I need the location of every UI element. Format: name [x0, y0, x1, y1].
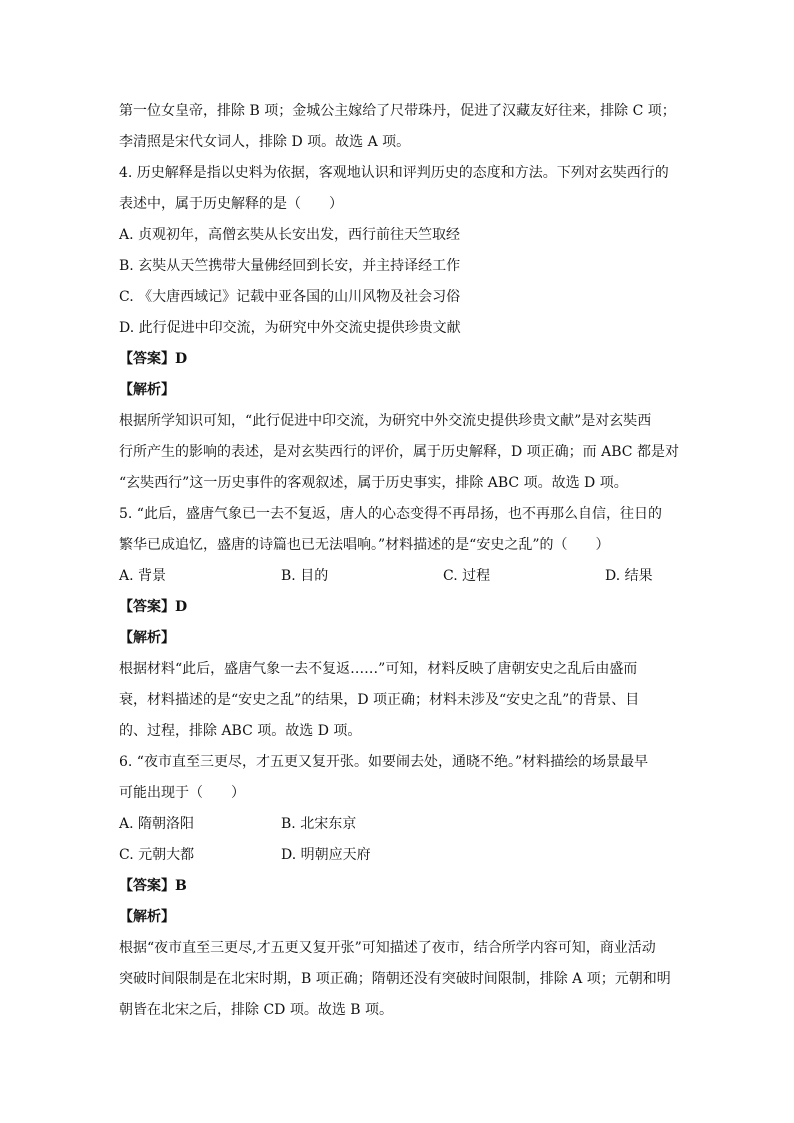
question-5-explanation: 根据材料“此后，盛唐气象一去不复返……”可知，材料反映了唐朝安史之乱后由盛而 — [119, 661, 638, 677]
question-5-option-d: D. 结果 — [605, 568, 653, 584]
text-line: 第一位女皇帝，排除 B 项；金城公主嫁给了尺带珠丹，促进了汉藏友好往来，排除 C 项； — [119, 103, 676, 119]
question-6-explanation: 根据“夜市直至三更尽,才五更又复开张”可知描述了夜市，结合所学内容可知，商业活动 — [119, 940, 656, 956]
question-6-options-row-2 — [119, 840, 679, 871]
question-5-option-c: C. 过程 — [443, 568, 491, 584]
text-line: 李清照是宋代女词人，排除 D 项。故选 A 项。 — [119, 134, 411, 150]
question-4-option-c: C. 《大唐西域记》记载中亚各国的山川风物及社会习俗 — [119, 289, 461, 305]
question-5-explanation: 衰，材料描述的是“安史之乱”的结果，D 项正确；材料未涉及“安史之乱”的背景、目 — [119, 692, 640, 708]
question-4-explanation: 行所产生的影响的表述，是对玄奘西行的评价，属于历史解释，D 项正确；而 ABC 都是对 — [119, 444, 679, 460]
question-6-answer: 【答案】B — [119, 878, 187, 894]
question-4-option-b: B. 玄奘从天竺携带大量佛经回到长安，并主持译经工作 — [119, 258, 461, 274]
question-5-explanation: 的、过程，排除 ABC 项。故选 D 项。 — [119, 723, 362, 739]
question-6-option-a: A. 隋朝洛阳 — [119, 816, 195, 832]
question-6-explanation: 突破时间限制是在北宋时期，B 项正确；隋朝还没有突破时间限制，排除 A 项；元朝和明 — [119, 971, 671, 987]
question-4-stem: 4. 历史解释是指以史料为依据，客观地认识和评判历史的态度和方法。下列对玄奘西行的 — [119, 165, 669, 181]
question-6-explanation: 朝皆在北宋之后，排除 CD 项。故选 B 项。 — [119, 1002, 394, 1018]
question-5-options — [119, 561, 679, 592]
question-6-option-c: C. 元朝大都 — [119, 847, 195, 863]
question-4-explanation: 根据所学知识可知，“此行促进中印交流，为研究中外交流史提供珍贵文献”是对玄奘西 — [119, 413, 652, 429]
document-body — [119, 96, 679, 1026]
question-4-explanation: “玄奘西行”这一历史事件的客观叙述，属于历史事实，排除 ABC 项。故选 D 项。 — [119, 475, 628, 491]
question-4-option-a: A. 贞观初年，高僧玄奘从长安出发，西行前往天竺取经 — [119, 227, 461, 243]
question-5-stem: 5. “此后，盛唐气象已一去不复返，唐人的心态变得不再昂扬，也不再那么自信，往日的 — [119, 506, 662, 522]
question-6-option-b: B. 北宋东京 — [281, 816, 357, 832]
question-4-answer: 【答案】D — [119, 351, 188, 367]
question-5-stem-cont: 繁华已成追忆，盛唐的诗篇也已无法唱响。”材料描述的是“安史之乱”的（ ） — [119, 537, 610, 553]
question-5-option-a: A. 背景 — [119, 568, 167, 584]
question-4-analysis-heading: 【解析】 — [119, 382, 175, 398]
question-4-option-d: D. 此行促进中印交流，为研究中外交流史提供珍贵文献 — [119, 320, 461, 336]
question-6-options-row-1 — [119, 809, 679, 840]
question-6-stem: 6. “夜市直至三更尽，才五更又复开张。如要闹去处，通晓不绝。”材料描绘的场景最早 — [119, 754, 649, 770]
question-5-analysis-heading: 【解析】 — [119, 630, 175, 646]
question-6-stem-cont: 可能出现于（ ） — [119, 785, 245, 801]
question-6-option-d: D. 明朝应天府 — [281, 847, 371, 863]
question-5-option-b: B. 目的 — [281, 568, 329, 584]
question-6-analysis-heading: 【解析】 — [119, 909, 175, 925]
question-4-stem-cont: 表述中，属于历史解释的是（ ） — [119, 196, 343, 212]
question-5-answer: 【答案】D — [119, 599, 188, 615]
